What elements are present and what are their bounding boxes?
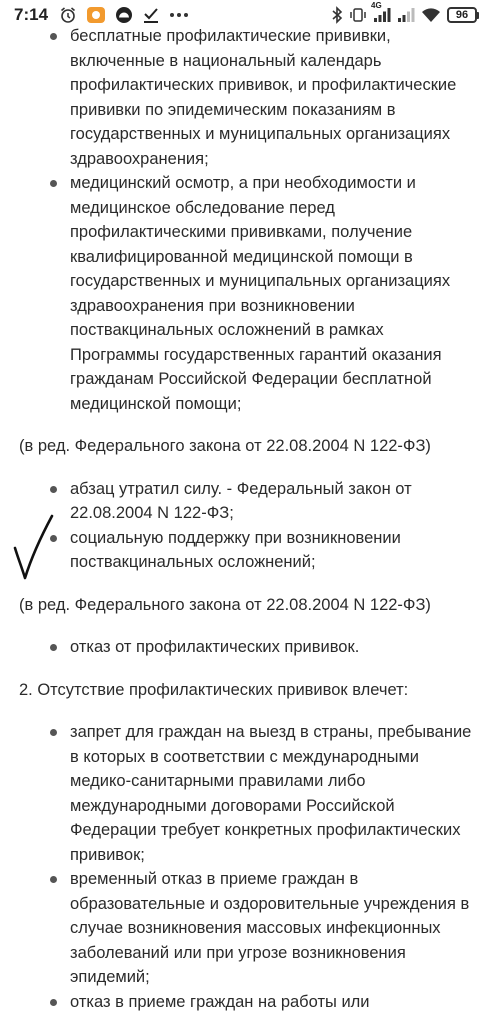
list-item-text: бесплатные профилактические прививки, включенные в национальный календарь профилактических прививок, и профилактические прививки по эпидемическим показаниям в государственных и муниципальных организациях здравоохранения; (70, 27, 456, 168)
list-item (0, 635, 493, 660)
list-item (0, 24, 493, 171)
signal-icon (373, 7, 391, 23)
status-time: 7:14 (14, 5, 48, 25)
list-item (0, 477, 493, 526)
bullet-icon (50, 33, 57, 40)
list-item-text: отказ от профилактических прививок. (70, 638, 359, 656)
bullet-icon (50, 180, 57, 187)
amendment-note: (в ред. Федерального закона от 22.08.2004 N 122-ФЗ) (0, 593, 493, 618)
list-item-text: запрет для граждан на выезд в страны, пребывание в которых в соответствии с международными медико-санитарными правилами либо международными договорами Российской Федерации требует конкретных профилактических прививок; (70, 723, 471, 864)
alarm-icon (59, 6, 77, 24)
list-item (0, 990, 493, 1014)
bullet-icon (50, 535, 57, 542)
list-item (0, 720, 493, 867)
document-content (0, 24, 493, 1014)
list-item-text: абзац утратил силу. - Федеральный закон от 22.08.2004 N 122-ФЗ; (70, 480, 412, 523)
bullet-icon (50, 486, 57, 493)
bullet-icon (50, 644, 57, 651)
signal-icon (397, 7, 415, 23)
download-check-icon (142, 6, 160, 24)
battery-level: 96 (447, 7, 477, 23)
bullet-list-1 (0, 24, 493, 416)
list-item-text: медицинский осмотр, а при необходимости и медицинское обследование перед профилактическими прививками, получение квалифицированной медицинской помощи в государственных и муниципальных организациях здравоохранения при возникновении поствакцинальных осложнений в рамках Программы государственных гарантий оказания гражданам Российской Федерации бесплатной медицинской помощи; (70, 174, 450, 413)
list-item-text: социальную поддержку при возникновении поствакцинальных осложнений; (70, 529, 401, 572)
bullet-icon (50, 729, 57, 736)
circle-notification-icon (115, 6, 133, 24)
app-notification-icon (86, 6, 106, 24)
amendment-note: (в ред. Федерального закона от 22.08.2004 N 122-ФЗ) (0, 434, 493, 459)
battery-icon (447, 7, 479, 23)
list-item (0, 171, 493, 416)
bullet-list-3 (0, 635, 493, 660)
bullet-list-2 (0, 477, 493, 575)
bullet-icon (50, 999, 57, 1006)
section-paragraph: 2. Отсутствие профилактических прививок влечет: (0, 678, 493, 703)
vibrate-icon (349, 6, 367, 24)
list-item (0, 867, 493, 990)
status-bar-left (14, 5, 189, 25)
bullet-list-4 (0, 720, 493, 1014)
wifi-icon (421, 7, 441, 23)
list-item (0, 526, 493, 575)
network-type: 4G (371, 1, 382, 10)
list-item-text: отказ в приеме граждан на работы или (70, 993, 370, 1011)
list-item-text: временный отказ в приеме граждан в образовательные и оздоровительные учреждения в случае возникновения массовых инфекционных заболеваний или при угрозе возникновения эпидемий; (70, 870, 469, 986)
more-dots-icon (169, 12, 189, 18)
bluetooth-icon (331, 6, 343, 24)
battery-tip (477, 12, 479, 19)
bullet-icon (50, 876, 57, 883)
status-bar-right (331, 6, 479, 24)
